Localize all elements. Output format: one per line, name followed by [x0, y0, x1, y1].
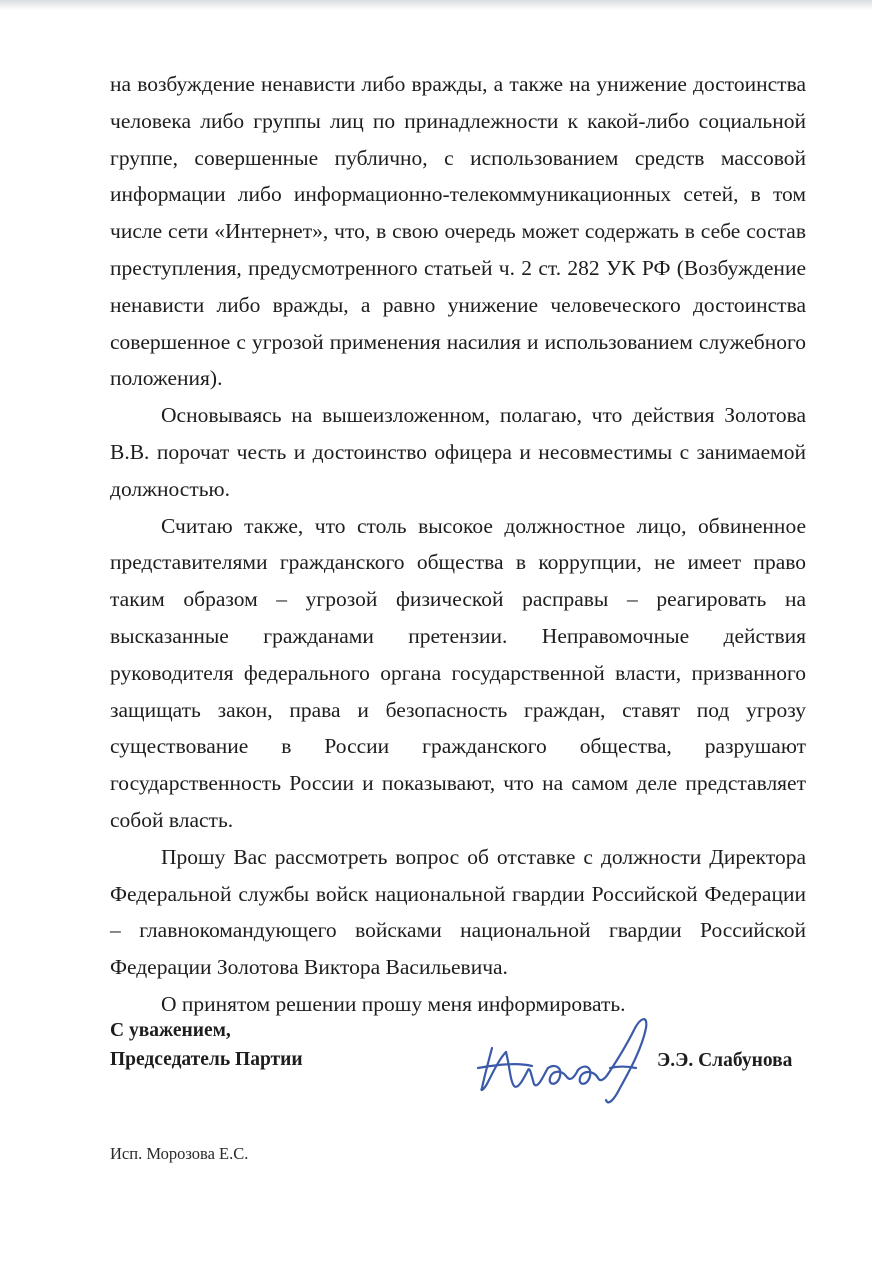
closing-block	[110, 1016, 303, 1074]
paragraph-1: на возбуждение ненависти либо вражды, а также на унижение достоинства человека либо группы лиц по принадлежности к какой-либо социальной группе, совершенные публично, с использованием средств массовой информации либо информационно-телекоммуникационных сетей, в том числе сети «Интернет», что, в свою очередь может содержать в себе состав преступления, предусмотренного статьей ч. 2 ст. 282 УК РФ (Возбуждение ненависти либо вражды, а равно унижение человеческого достоинства совершенное с угрозой применения насилия и использованием служебного положения).	[110, 72, 806, 391]
closing-salutation: С уважением,	[110, 1020, 231, 1041]
paragraph-5: О принятом решении прошу меня информировать.	[161, 991, 626, 1016]
handwritten-signature	[470, 1008, 670, 1108]
paragraph-2: Основываясь на вышеизложенном, полагаю, что действия Золотова В.В. порочат честь и достоинство офицера и несовместимы с занимаемой должностью.	[110, 403, 806, 501]
paragraph-4: Прошу Вас рассмотреть вопрос об отставке с должности Директора Федеральной службы войск национальной гвардии Российской Федерации – главнокомандующего войсками национальной гвардии Российской Федерации Золотова Виктора Васильевича.	[110, 844, 806, 980]
signer-title: Председатель Партии	[110, 1049, 303, 1070]
scan-edge-shadow	[0, 0, 872, 10]
paragraph-3: Считаю также, что столь высокое должностное лицо, обвиненное представителями гражданского общества в коррупции, не имеет право таким образом – угрозой физической расправы – реагировать на высказанные гражданами претензии. Неправомочные действия руководителя федерального органа государственной власти, призванного защищать закон, права и безопасность граждан, ставят под угрозу существование в России гражданского общества, разрушают государственность России и показывают, что на самом деле представляет собой власть.	[110, 513, 806, 832]
executor-note: Исп. Морозова Е.С.	[110, 1144, 249, 1163]
letter-body	[110, 66, 806, 1023]
signer-name: Э.Э. Слабунова	[657, 1050, 793, 1071]
